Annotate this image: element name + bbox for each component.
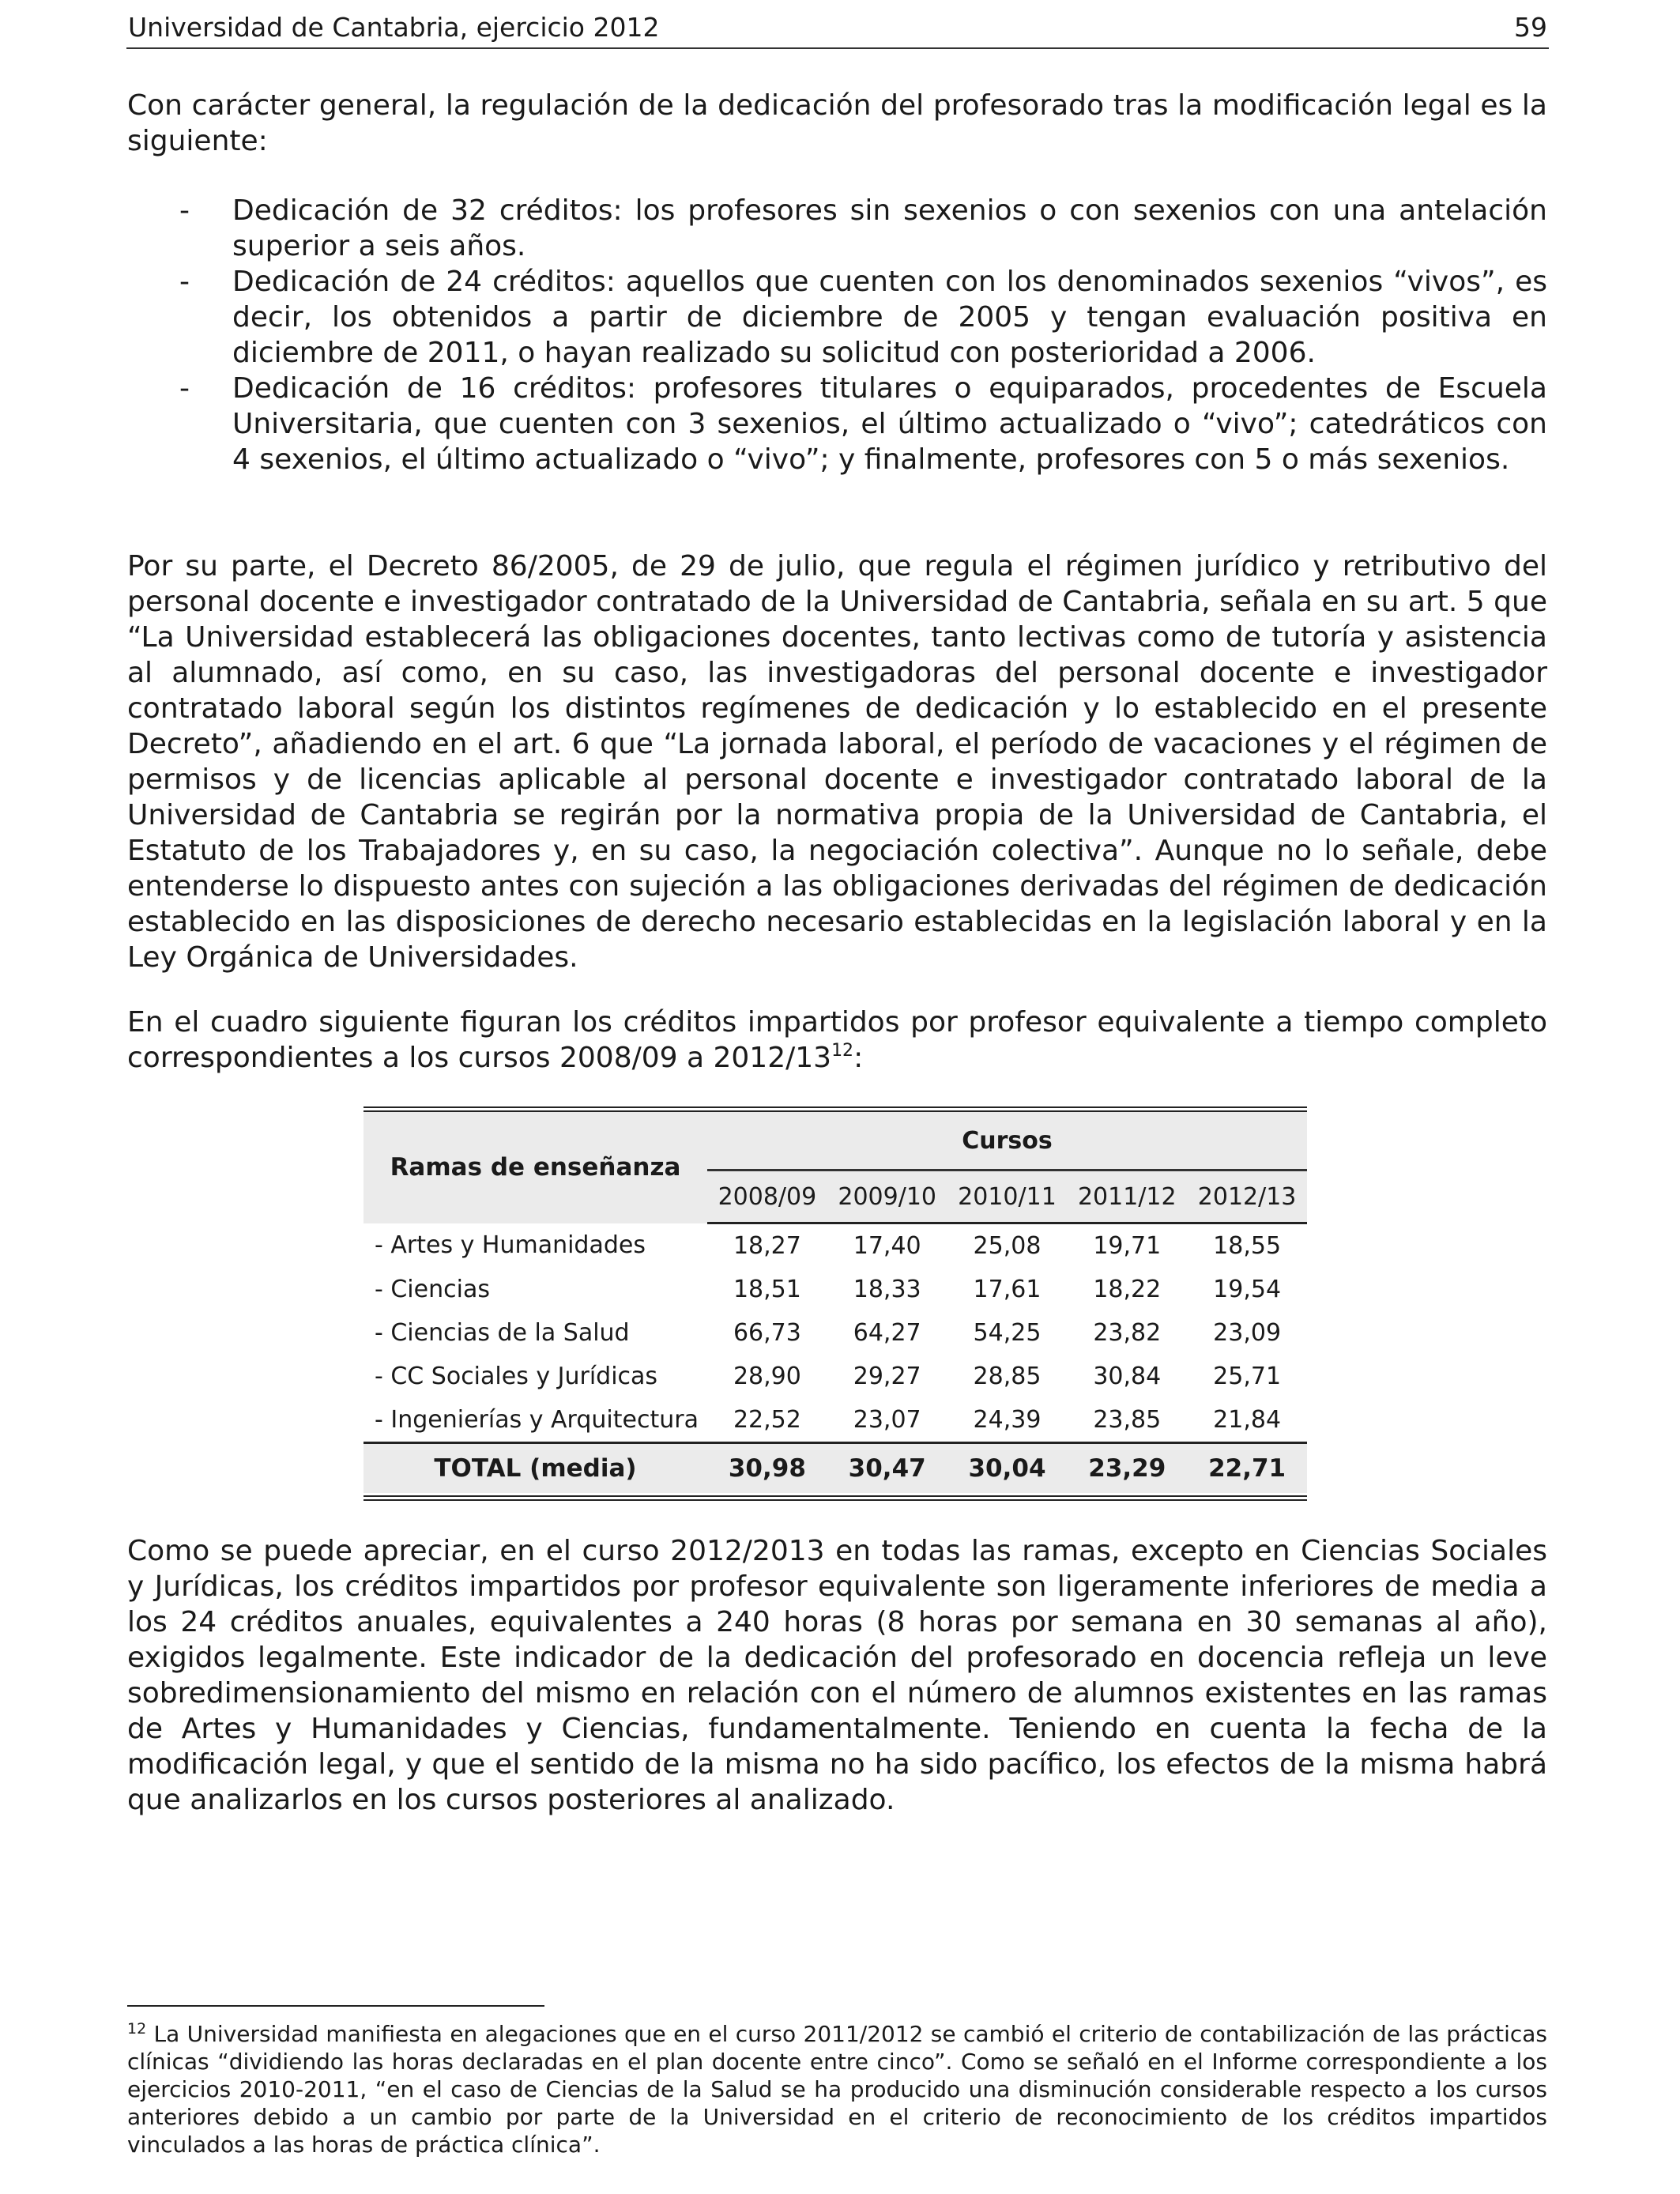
footnote-reference[interactable]: 12 <box>831 1041 854 1061</box>
footnote-separator <box>127 2005 544 2007</box>
cell-value: 25,08 <box>973 1232 1042 1260</box>
bullet-dash: - <box>179 372 190 405</box>
table-row <box>363 1355 1307 1398</box>
list-item <box>127 264 1547 371</box>
row-label: - CC Sociales y Jurídicas <box>375 1363 658 1390</box>
cell-value: 29,27 <box>853 1363 921 1390</box>
total-value: 30,04 <box>947 1443 1068 1494</box>
row-label: - Ciencias <box>375 1276 490 1303</box>
cell-value: 30,84 <box>1093 1363 1162 1390</box>
list-item-text: Dedicación de 32 créditos: los profesores sin sexenios o con sexenios con una antelación superior a seis años. <box>232 194 1547 262</box>
table-bottom-rule-2 <box>363 1499 1307 1501</box>
cell-value: 23,85 <box>1067 1398 1187 1443</box>
cell-value: 64,27 <box>853 1319 921 1347</box>
year-header: 2012/13 <box>1187 1171 1307 1223</box>
cell-value: 17,40 <box>853 1232 921 1260</box>
table-row <box>363 1398 1307 1443</box>
table-header-row <box>363 1112 1307 1171</box>
running-header <box>126 8 1549 49</box>
row-label: - Ciencias de la Salud <box>375 1319 630 1347</box>
cell-value: 18,51 <box>733 1276 801 1303</box>
cell-value: 24,39 <box>947 1398 1068 1443</box>
list-item <box>127 371 1547 477</box>
intro-paragraph: Con carácter general, la regulación de la dedicación del profesorado tras la modificación legal es la siguiente: <box>127 89 1547 157</box>
footnote-text: La Universidad manifiesta en alegaciones que en el curso 2011/2012 se cambió el criterio de contabilización de las prácticas clínicas “dividiendo las horas declaradas en el plan docente entre cinco”. Como se señaló en el Informe correspondiente a los ejercicios 2010-2011, “en el caso de Ciencias de la Salud se ha producido una disminución considerable respecto a los cursos anteriores debido a un cambio por parte de la Universidad en el criterio de reconocimiento de los créditos impartidos vinculados a las horas de práctica clínica”. <box>127 2021 1547 2158</box>
credits-table-grid <box>363 1112 1307 1493</box>
decree-paragraph: Por su parte, el Decreto 86/2005, de 29 de julio, que regula el régimen jurídico y retributivo del personal docente e investigador contratado de la Universidad de Cantabria, señala en su art. 5 que “La Universidad establecerá las obligaciones docentes, tanto lectivas como de tutoría y asistencia al alumnado, así como, en su caso, las investigadoras del personal docente e investigador contratado laboral según los distintos regímenes de dedicación y lo establecido en el presente Decreto”, añadiendo en el art. 6 que “La jornada laboral, el período de vacaciones y el régimen de permisos y de licencias aplicable al personal docente e investigador contratado laboral de la Universidad de Cantabria se regirán por la normativa propia de la Universidad de Cantabria, el Estatuto de los Trabajadores y, en su caso, la negociación colectiva”. Aunque no lo señale, debe entenderse lo dispuesto antes con sujeción a las obligaciones derivadas del régimen de dedicación establecido en las disposiciones de derecho necesario establecidas en la legislación laboral y en la Ley Orgánica de Universidades. <box>127 550 1547 974</box>
cell-value: 66,73 <box>733 1319 801 1347</box>
year-header: 2011/12 <box>1067 1171 1187 1223</box>
list-item-text: Dedicación de 24 créditos: aquellos que cuenten con los denominados sexenios “vivos”, es decir, los obtenidos a partir de diciembre de 2005 y tengan evaluación positiva en diciembre de 2011, o hayan realizado su solicitud con posterioridad a 2006. <box>232 266 1547 369</box>
rama-header: Ramas de enseñanza <box>363 1112 707 1223</box>
dedication-list <box>127 193 1547 477</box>
table-intro-text: En el cuadro siguiente figuran los créditos impartidos por profesor equivalente a tiempo completo correspondientes a los cursos 2008/09 a 2012/13 <box>127 1006 1547 1074</box>
cell-value: 22,52 <box>707 1398 827 1443</box>
cell-value: 28,90 <box>733 1363 801 1390</box>
header-title: Universidad de Cantabria, ejercicio 2012 <box>128 12 660 43</box>
table-row <box>363 1268 1307 1311</box>
table-row <box>363 1223 1307 1269</box>
cell-value: 18,55 <box>1213 1232 1282 1260</box>
bullet-dash: - <box>179 194 190 227</box>
cell-value: 18,33 <box>853 1276 921 1303</box>
footnote-number: 12 <box>127 2020 147 2038</box>
cell-value: 23,09 <box>1213 1319 1282 1347</box>
bullet-dash: - <box>179 266 190 298</box>
cell-value: 23,07 <box>827 1398 947 1443</box>
cell-value: 54,25 <box>973 1319 1042 1347</box>
credits-table <box>363 1106 1307 1501</box>
cell-value: 25,71 <box>1213 1363 1282 1390</box>
cell-value: 17,61 <box>973 1276 1042 1303</box>
total-value: 30,98 <box>707 1443 827 1494</box>
cell-value: 23,82 <box>1093 1319 1162 1347</box>
list-item <box>127 193 1547 264</box>
year-header: 2008/09 <box>707 1171 827 1223</box>
total-value: 30,47 <box>827 1443 947 1494</box>
list-item-text: Dedicación de 16 créditos: profesores titulares o equiparados, procedentes de Escuela Universitaria, que cuenten con 3 sexenios, el último actualizado o “vivo”; catedráticos con 4 sexenios, el último actualizado o “vivo”; y finalmente, profesores con 5 o más sexenios. <box>232 372 1547 476</box>
footnote <box>127 2020 1547 2158</box>
cursos-header: Cursos <box>707 1112 1307 1171</box>
cell-value: 28,85 <box>973 1363 1042 1390</box>
row-label: - Artes y Humanidades <box>375 1231 646 1260</box>
cell-value: 18,22 <box>1093 1276 1162 1303</box>
page-number: 59 <box>1514 12 1547 43</box>
total-value: 22,71 <box>1187 1443 1307 1494</box>
row-label: - Ingenierías y Arquitectura <box>363 1398 707 1443</box>
cell-value: 21,84 <box>1187 1398 1307 1443</box>
analysis-paragraph: Como se puede apreciar, en el curso 2012/2013 en todas las ramas, excepto en Ciencias Sociales y Jurídicas, los créditos impartidos por profesor equivalente son ligeramente inferiores de media a los 24 créditos anuales, equivalentes a 240 horas (8 horas por semana en 30 semanas al año), exigidos legalmente. Este indicador de la dedicación del profesorado en docencia refleja un leve sobredimensionamiento del mismo en relación con el número de alumnos existentes en las ramas de Artes y Humanidades y Ciencias, fundamentalmente. Teniendo en cuenta la fecha de la modificación legal, y que el sentido de la misma no ha sido pacífico, los efectos de la misma habrá que analizarlos en los cursos posteriores al analizado. <box>127 1535 1547 1816</box>
table-bottom-rule <box>363 1495 1307 1497</box>
cell-value: 19,54 <box>1213 1276 1282 1303</box>
table-top-rule <box>363 1106 1307 1108</box>
total-value: 23,29 <box>1067 1443 1187 1494</box>
table-total-row <box>363 1443 1307 1494</box>
cell-value: 19,71 <box>1093 1232 1162 1260</box>
year-header: 2010/11 <box>947 1171 1068 1223</box>
table-intro-tail: : <box>853 1042 864 1074</box>
table-row <box>363 1311 1307 1355</box>
table-intro-paragraph <box>127 1005 1547 1076</box>
year-header: 2009/10 <box>827 1171 947 1223</box>
total-label: TOTAL (media) <box>363 1443 707 1494</box>
cell-value: 18,27 <box>733 1232 801 1260</box>
